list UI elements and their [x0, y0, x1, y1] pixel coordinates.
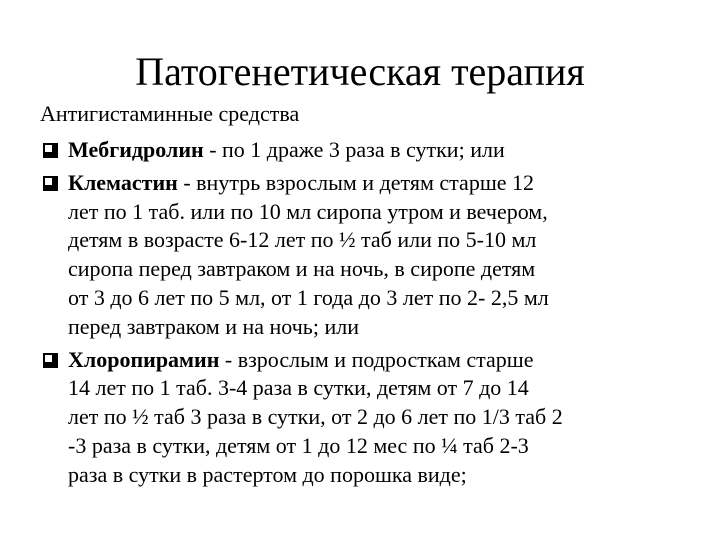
drug-name: Хлоропирамин — [68, 346, 220, 372]
item-line — [68, 169, 710, 198]
slide-title: Патогенетическая терапия — [135, 49, 585, 94]
list-item — [40, 136, 710, 165]
list-item — [40, 346, 710, 490]
item-line: лет по 1 таб. или по 10 мл сиропа утром и вечером, — [68, 198, 548, 224]
drug-name: Мебгидролин — [68, 137, 204, 162]
item-line: 14 лет по 1 таб. 3-4 раза в сутки, детям от 7 до 14 — [68, 375, 529, 401]
item-line: сиропа перед завтраком и на ночь, в сиропе детям — [68, 256, 536, 282]
item-line: перед завтраком и на ночь; или — [68, 313, 359, 339]
drug-name: Клемастин — [68, 169, 178, 195]
item-line: раза в сутки в растертом до порошка виде; — [68, 461, 467, 487]
item-text: - взрослым и подросткам старше — [219, 346, 534, 372]
list-item — [40, 169, 710, 342]
item-line: -3 раза в сутки, детям от 1 до 12 мес по ¼ таб 2-3 — [68, 432, 529, 458]
item-line: от 3 до 6 лет по 5 мл, от 1 года до 3 лет по 2- 2,5 мл — [68, 284, 549, 310]
item-line: детям в возрасте 6-12 лет по ½ таб или по 5-10 мл — [68, 227, 537, 253]
subheading: Антигистаминные средства — [40, 101, 300, 126]
item-line: лет по ½ таб 3 раза в сутки, от 2 до 6 лет по 1/3 таб 2 — [68, 404, 563, 430]
square-bullet-icon — [43, 143, 58, 158]
item-line — [68, 346, 710, 375]
item-text: - внутрь взрослым и детям старше 12 — [177, 169, 535, 195]
square-bullet-icon — [43, 353, 58, 368]
item-text: - по 1 драже 3 раза в сутки; или — [203, 137, 505, 162]
item-line — [68, 136, 710, 165]
square-bullet-icon — [43, 176, 58, 191]
drug-list — [40, 136, 710, 494]
